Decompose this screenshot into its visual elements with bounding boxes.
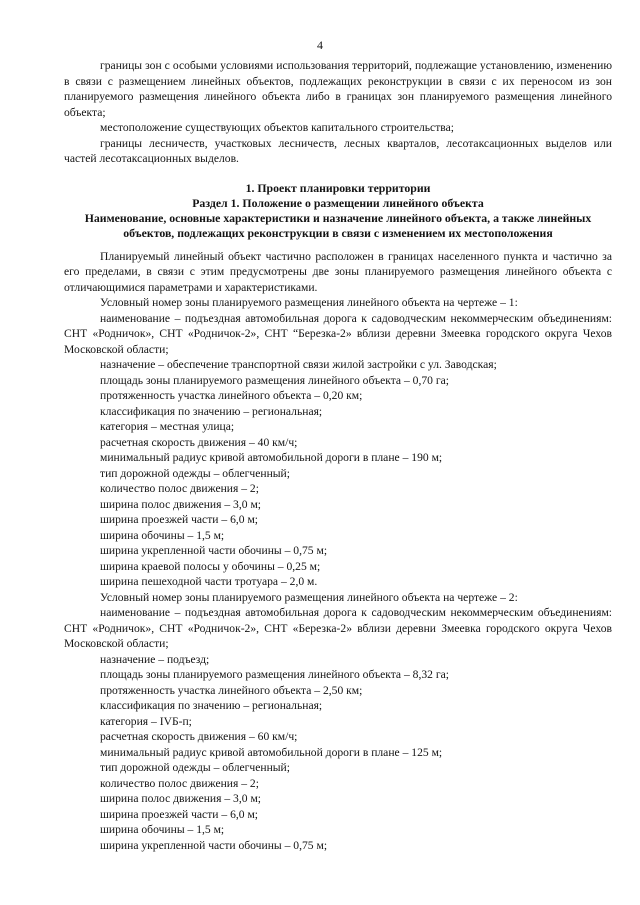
- list-item: количество полос движения – 2;: [100, 482, 259, 495]
- section-body: [64, 249, 612, 854]
- list-item: протяженность участка линейного объекта – 2,50 км;: [100, 683, 363, 697]
- list-item: минимальный радиус кривой автомобильной дороги в плане – 125 м;: [100, 745, 443, 759]
- list-item: ширина пешеходной части тротуара – 2,0 м.: [100, 575, 318, 588]
- list-item: наименование – подъездная автомобильная дорога к садоводческим некоммерческим объединениям: СНТ «Родничок», СНТ «Родничок-2», СНТ “Березка-2» вблизи деревни Змеевка городского округа Чехов Московской области;: [64, 311, 612, 356]
- document-section-title: 1. Проект планировки территории: [245, 180, 431, 195]
- zone-1-header: Условный номер зоны планируемого размещения линейного объекта на чертеже – 1:: [100, 296, 518, 309]
- list-item: тип дорожной одежды – облегченный;: [100, 761, 290, 774]
- list-item: ширина укрепленной части обочины – 0,75 м;: [100, 838, 328, 852]
- list-item: ширина проезжей части – 6,0 м;: [100, 807, 259, 821]
- list-item: ширина укрепленной части обочины – 0,75 м;: [100, 544, 328, 557]
- list-item: количество полос движения – 2;: [100, 776, 259, 790]
- list-item: расчетная скорость движения – 60 км/ч;: [100, 730, 298, 743]
- list-item: минимальный радиус кривой автомобильной дороги в плане – 190 м;: [100, 451, 443, 464]
- list-item: наименование – подъездная автомобильная дорога к садоводческим некоммерческим объединениям: СНТ «Родничок», СНТ «Родничок-2», СНТ «Березка-2» вблизи деревни Змеевка городского округа Чехов Московской области;: [64, 606, 612, 650]
- list-item: ширина обочины – 1,5 м;: [100, 528, 225, 542]
- section-description-title: Наименование, основные характеристики и назначение линейного объекта, а также линейных объектов, подлежащих реконструкции в связи с изменением их местоположения: [84, 210, 592, 240]
- list-item: протяженность участка линейного объекта – 0,20 км;: [100, 389, 363, 402]
- list-item: площадь зоны планируемого размещения линейного объекта – 0,70 га;: [100, 373, 449, 387]
- body-paragraph: Планируемый линейный объект частично расположен в границах населенного пункта и частично за его пределами, в связи с этим предусмотрены две зоны планируемого размещения линейного объекта с отличающимися параметрами и характеристиками.: [64, 249, 612, 294]
- list-item: ширина полос движения – 3,0 м;: [100, 792, 262, 805]
- list-item: расчетная скорость движения – 40 км/ч;: [100, 435, 298, 449]
- list-item: ширина краевой полосы у обочины – 0,25 м;: [100, 559, 321, 573]
- intro-paragraph: местоположение существующих объектов капитального строительства;: [100, 121, 454, 134]
- list-item: категория – IVБ-п;: [100, 714, 192, 728]
- list-item: назначение – обеспечение транспортной связи жилой застройки с ул. Заводская;: [100, 358, 497, 371]
- intro-paragraph: границы лесничеств, участковых лесничеств, лесных кварталов, лесотаксационных выделов или частей лесотаксационных выделов.: [64, 136, 612, 165]
- list-item: тип дорожной одежды – облегченный;: [100, 466, 290, 480]
- list-item: назначение – подъезд;: [100, 652, 210, 666]
- page-content: [64, 58, 612, 853]
- section-subtitle: Раздел 1. Положение о размещении линейного объекта: [192, 195, 484, 210]
- section-heading-block: [64, 181, 612, 241]
- list-item: ширина полос движения – 3,0 м;: [100, 497, 262, 511]
- list-item: классификация по значению – региональная;: [100, 699, 323, 712]
- list-item: категория – местная улица;: [100, 420, 235, 433]
- list-item: классификация по значению – региональная;: [100, 404, 323, 418]
- intro-paragraph: границы зон с особыми условиями использования территорий, подлежащие установлению, изменению в связи с размещением линейных объектов, подлежащих реконструкции в связи с их переносом из зон планируемого размещения линейного объекта либо в границах зон планируемого размещения линейного объекта;: [64, 59, 612, 119]
- list-item: ширина проезжей части – 6,0 м;: [100, 513, 259, 526]
- page-number: 4: [317, 38, 323, 52]
- list-item: площадь зоны планируемого размещения линейного объекта – 8,32 га;: [100, 668, 449, 681]
- list-item: ширина обочины – 1,5 м;: [100, 823, 225, 836]
- zone-2-header: Условный номер зоны планируемого размещения линейного объекта на чертеже – 2:: [100, 590, 518, 604]
